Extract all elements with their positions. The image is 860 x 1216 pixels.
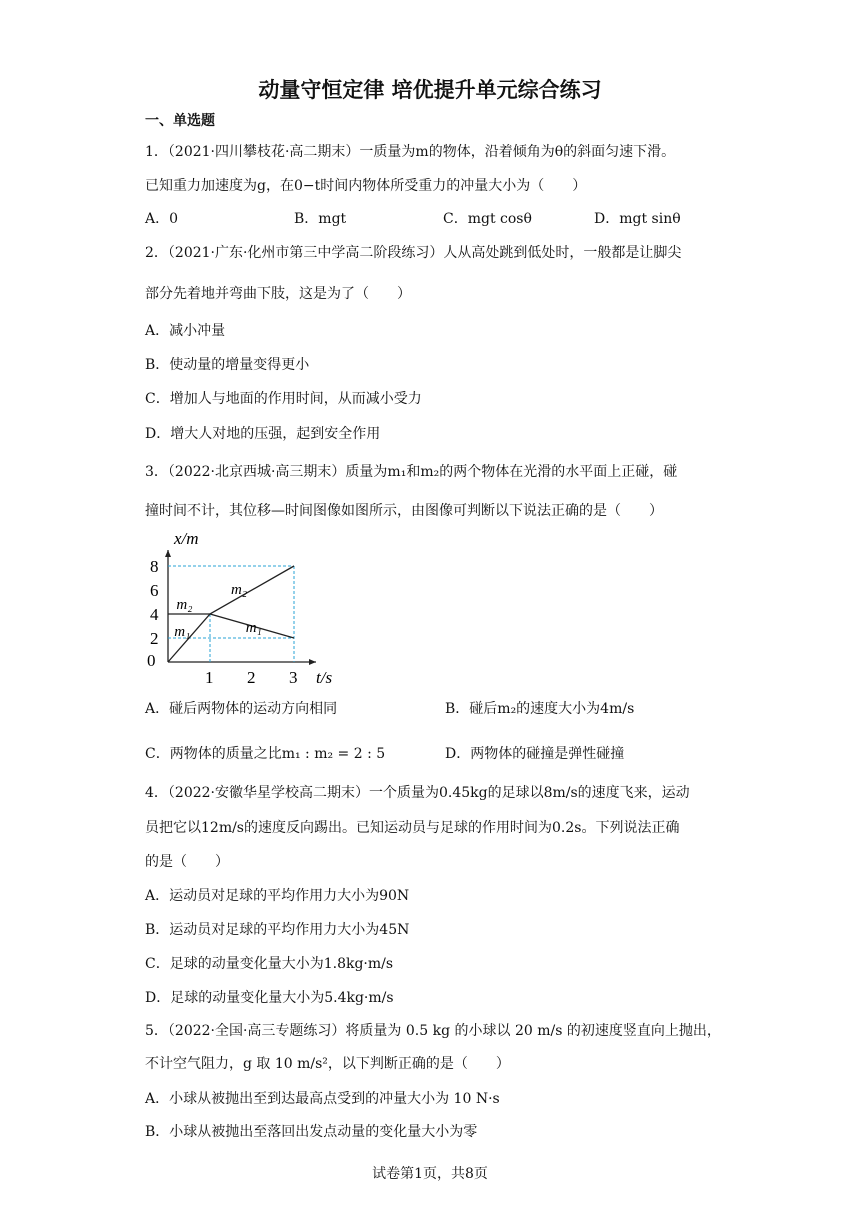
page-title: 动量守恒定律 培优提升单元综合练习 xyxy=(258,78,602,102)
y-axis-arrow xyxy=(165,550,171,557)
label-m2-after: m₂ xyxy=(231,582,248,598)
q3-stem-line1: 3．（2022·北京西城·高三期末）质量为m₁和m₂的两个物体在光滑的水平面上正碰，碰 xyxy=(145,464,678,480)
q2-stem-line1: 2．（2021·广东·化州市第三中学高二阶段练习）人从高处跳到低处时，一般都是让脚尖 xyxy=(145,245,682,261)
q3-option-c: C．两物体的质量之比m₁ : m₂ = 2 : 5 xyxy=(145,746,386,762)
q2-option-b: B．使动量的增量变得更小 xyxy=(145,357,310,373)
y-tick-label: 6 xyxy=(150,581,159,600)
q5-option-b: B．小球从被抛出至落回出发点动量的变化量大小为零 xyxy=(145,1124,478,1140)
q4-option-c: C．足球的动量变化量大小为1.8kg·m/s xyxy=(145,956,394,972)
label-m2-before: m₂ xyxy=(176,597,193,613)
page-footer: 试卷第1页，共8页 xyxy=(372,1166,488,1182)
q4-option-a: A．运动员对足球的平均作用力大小为90N xyxy=(145,888,410,904)
q1-option-c: C．mgt cosθ xyxy=(443,211,532,227)
q5-option-a: A．小球从被抛出至到达最高点受到的冲量大小为 10 N·s xyxy=(145,1091,500,1107)
y-tick-label: 8 xyxy=(150,557,159,576)
q2-stem-line2: 部分先着地并弯曲下肢，这是为了（ ） xyxy=(145,286,411,302)
q3-option-d: D．两物体的碰撞是弹性碰撞 xyxy=(445,746,625,762)
x-axis-title: t/s xyxy=(316,668,333,686)
q3-option-b: B．碰后m₂的速度大小为4m/s xyxy=(445,701,635,717)
q4-option-b: B．运动员对足球的平均作用力大小为45N xyxy=(145,922,410,938)
q1-option-d: D．mgt sinθ xyxy=(594,211,681,227)
q4-stem-line1: 4．（2022·安徽华星学校高二期末）一个质量为0.45kg的足球以8m/s的速度飞来，运动 xyxy=(145,785,690,801)
q1-option-a: A．0 xyxy=(145,211,179,227)
x-tick-label: 0 xyxy=(147,651,156,670)
q5-stem-line2: 不计空气阻力，g 取 10 m/s²，以下判断正确的是（ ） xyxy=(145,1056,510,1072)
q4-stem-line2: 员把它以12m/s的速度反向踢出。已知运动员与足球的作用时间为0.2s。下列说法正确 xyxy=(145,820,680,836)
x-axis-arrow xyxy=(309,659,316,665)
q2-option-a: A．减小冲量 xyxy=(145,323,226,339)
q3-option-a: A．碰后两物体的运动方向相同 xyxy=(145,701,338,717)
y-tick-label: 2 xyxy=(150,629,159,648)
x-tick-label: 3 xyxy=(289,668,298,686)
q3-stem-line2: 撞时间不计，其位移—时间图像如图所示，由图像可判断以下说法正确的是（ ） xyxy=(145,503,663,519)
x-tick-label: 1 xyxy=(205,668,214,686)
x-tick-label: 2 xyxy=(247,668,256,686)
label-m1-before: m₁ xyxy=(174,624,191,640)
q5-stem-line1: 5．（2022·全国·高三专题练习）将质量为 0.5 kg 的小球以 20 m/s 的初速度竖直向上抛出， xyxy=(145,1023,721,1039)
q2-option-c: C．增加人与地面的作用时间，从而减小受力 xyxy=(145,391,422,407)
q1-stem-line2: 已知重力加速度为g，在0−t时间内物体所受重力的冲量大小为（ ） xyxy=(145,178,587,194)
label-m1-after: m₁ xyxy=(245,620,262,636)
q2-option-d: D．增大人对地的压强，起到安全作用 xyxy=(145,426,381,442)
y-axis-title: x/m xyxy=(174,529,199,548)
position-time-chart xyxy=(144,526,344,686)
q1-stem-line1: 1．（2021·四川攀枝花·高二期末）一质量为m的物体，沿着倾角为θ的斜面匀速下滑。 xyxy=(145,144,676,160)
q1-option-b: B．mgt xyxy=(294,211,347,227)
q4-option-d: D．足球的动量变化量大小为5.4kg·m/s xyxy=(145,990,394,1006)
y-tick-label: 4 xyxy=(150,605,159,624)
section-heading: 一、单选题 xyxy=(145,113,215,129)
q4-stem-line3: 的是（ ） xyxy=(145,854,229,870)
